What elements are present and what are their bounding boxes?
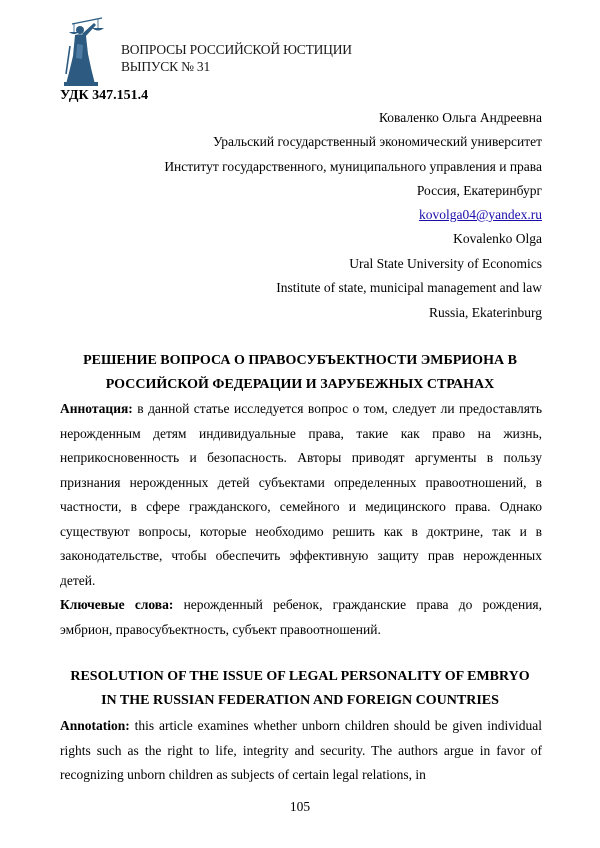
author-university-ru: Уральский государственный экономический университет xyxy=(212,134,542,149)
author-name-en: Kovalenko Olga xyxy=(453,231,542,246)
author-location-en: Russia, Ekaterinburg xyxy=(429,305,542,320)
author-institute-ru: Институт государственного, муниципального управления и права xyxy=(164,159,542,174)
journal-issue: ВЫПУСК № 31 xyxy=(121,59,211,74)
abstract-en xyxy=(60,714,542,788)
udk-code: УДК 347.151.4 xyxy=(60,88,149,103)
themis-statue-logo xyxy=(58,14,108,86)
author-name-ru: Коваленко Ольга Андреевна xyxy=(378,110,542,125)
abstract-text-en: this article examines whether unborn children should be given individual rights such as the right to life, integrity and security. The authors argue in favor of recognizing unborn children as subjects of certain legal relations, in xyxy=(60,718,542,782)
keywords-ru xyxy=(60,593,542,642)
author-institute-en: Institute of state, municipal management and law xyxy=(276,280,542,295)
article-title-en-line1: RESOLUTION OF THE ISSUE OF LEGAL PERSONALITY OF EMBRYO xyxy=(70,669,530,684)
abstract-label-en: Annotation: xyxy=(60,718,130,733)
keywords-label-ru: Ключевые слова: xyxy=(60,597,174,612)
keywords-text-ru: нерожденный ребенок, гражданские права до рождения, эмбрион, правосубъектность, субъект правоотношений. xyxy=(60,597,543,637)
author-email-link[interactable]: kovolga04@yandex.ru xyxy=(418,207,542,222)
author-university-en: Ural State University of Economics xyxy=(349,256,542,271)
article-title-ru-line2: РОССИЙСКОЙ ФЕДЕРАЦИИ И ЗАРУБЕЖНЫХ СТРАНАХ xyxy=(105,377,495,392)
abstract-text-ru: в данной статье исследуется вопрос о том, следует ли предоставлять нерожденным детям индивидуальные права, такие как право на жизнь, неприкосновенность и безопасность. Авторы приводят аргументы в пользу признания нерожденных детей субъектами определенных правоотношений, в частности, в сфере гражданского, семейного и медицинского права. Однако существуют вопросы, которые необходимо решить как в доктрине, так и в законодательстве, чтобы обеспечить эффективную защиту прав нерожденных детей. xyxy=(60,401,542,588)
abstract-label-ru: Аннотация: xyxy=(60,401,133,416)
page-number: 105 xyxy=(289,799,311,814)
article-title-en-line2: IN THE RUSSIAN FEDERATION AND FOREIGN COUNTRIES xyxy=(101,693,499,708)
author-location-ru: Россия, Екатеринбург xyxy=(416,183,542,198)
journal-name: ВОПРОСЫ РОССИЙСКОЙ ЮСТИЦИИ xyxy=(121,42,352,57)
article-title-ru-line1: РЕШЕНИЕ ВОПРОСА О ПРАВОСУБЪЕКТНОСТИ ЭМБРИОНА В xyxy=(83,353,517,368)
abstract-ru xyxy=(60,397,542,593)
